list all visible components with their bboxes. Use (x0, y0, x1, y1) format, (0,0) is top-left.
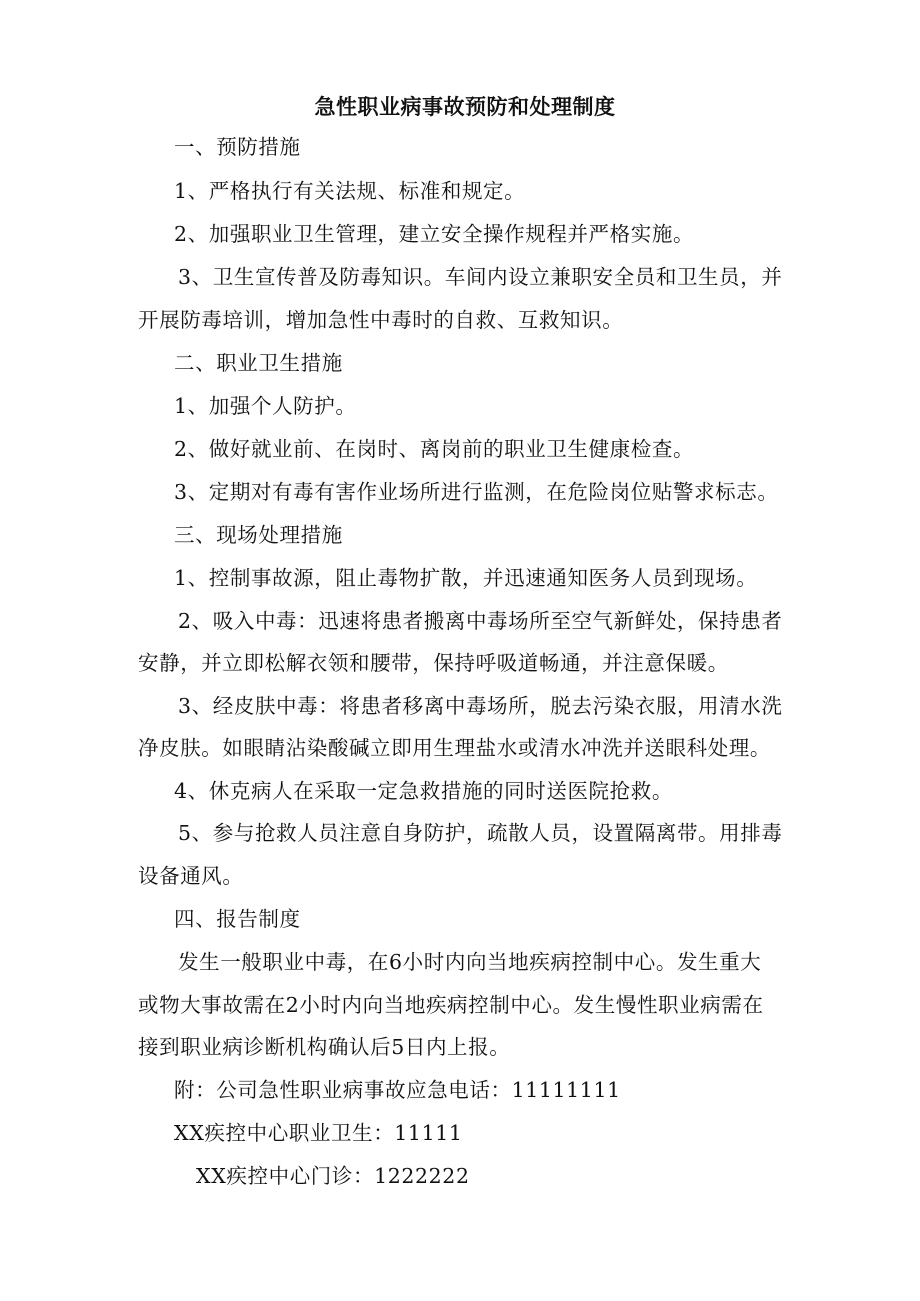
health-item-2: 2、做好就业前、在岗时、离岗前的职业卫生健康检查。 (174, 437, 695, 461)
appendix-occupational-health-phone: XX疾控中心职业卫生：11111 (174, 1121, 463, 1145)
section-heading-prevention: 一、预防措施 (174, 135, 301, 159)
prevention-item-3-line-1: 3、卫生宣传普及防毒知识。车间内设立兼职安全员和卫生员，并 (178, 265, 783, 289)
section-heading-occupational-health: 二、职业卫生措施 (174, 351, 343, 375)
onsite-item-2-line-1: 2、吸入中毒：迅速将患者搬离中毒场所至空气新鲜处，保持患者 (178, 609, 783, 633)
section-heading-reporting: 四、报告制度 (174, 907, 301, 931)
prevention-item-3-line-2: 开展防毒培训，增加急性中毒时的自救、互救知识。 (138, 308, 624, 332)
reporting-paragraph-line-3: 接到职业病诊断机构确认后5日内上报。 (138, 1035, 511, 1059)
prevention-item-1: 1、严格执行有关法规、标准和规定。 (174, 179, 526, 203)
prevention-item-2: 2、加强职业卫生管理，建立安全操作规程并严格实施。 (174, 222, 695, 246)
onsite-item-5-line-1: 5、参与抢救人员注意自身防护，疏散人员，设置隔离带。用排毒 (178, 821, 783, 845)
onsite-item-4: 4、休克病人在采取一定急救措施的同时送医院抢救。 (174, 779, 673, 803)
document-title: 急性职业病事故预防和处理制度 (314, 95, 616, 119)
health-item-1: 1、加强个人防护。 (174, 394, 357, 418)
appendix-emergency-phone: 附：公司急性职业病事故应急电话：11111111 (174, 1078, 621, 1102)
appendix-clinic-phone: XX疾控中心门诊：1222222 (196, 1164, 470, 1188)
onsite-item-1: 1、控制事故源，阻止毒物扩散，并迅速通知医务人员到现场。 (174, 566, 758, 590)
section-heading-onsite-handling: 三、现场处理措施 (174, 523, 343, 547)
onsite-item-2-line-2: 安静，并立即松解衣领和腰带，保持呼吸道畅通，并注意保暖。 (138, 651, 729, 675)
reporting-paragraph-line-1: 发生一般职业中毒，在6小时内向当地疾病控制中心。发生重大 (178, 950, 762, 974)
onsite-item-3-line-2: 净皮肤。如眼睛沾染酸碱立即用生理盐水或清水冲洗并送眼科处理。 (138, 736, 771, 760)
reporting-paragraph-line-2: 或物大事故需在2小时内向当地疾病控制中心。发生慢性职业病需在 (138, 993, 764, 1017)
health-item-3: 3、定期对有毒有害作业场所进行监测，在危险岗位贴警求标志。 (174, 480, 779, 504)
onsite-item-5-line-2: 设备通风。 (138, 864, 244, 888)
onsite-item-3-line-1: 3、经皮肤中毒：将患者移离中毒场所，脱去污染衣服，用清水洗 (178, 694, 783, 718)
